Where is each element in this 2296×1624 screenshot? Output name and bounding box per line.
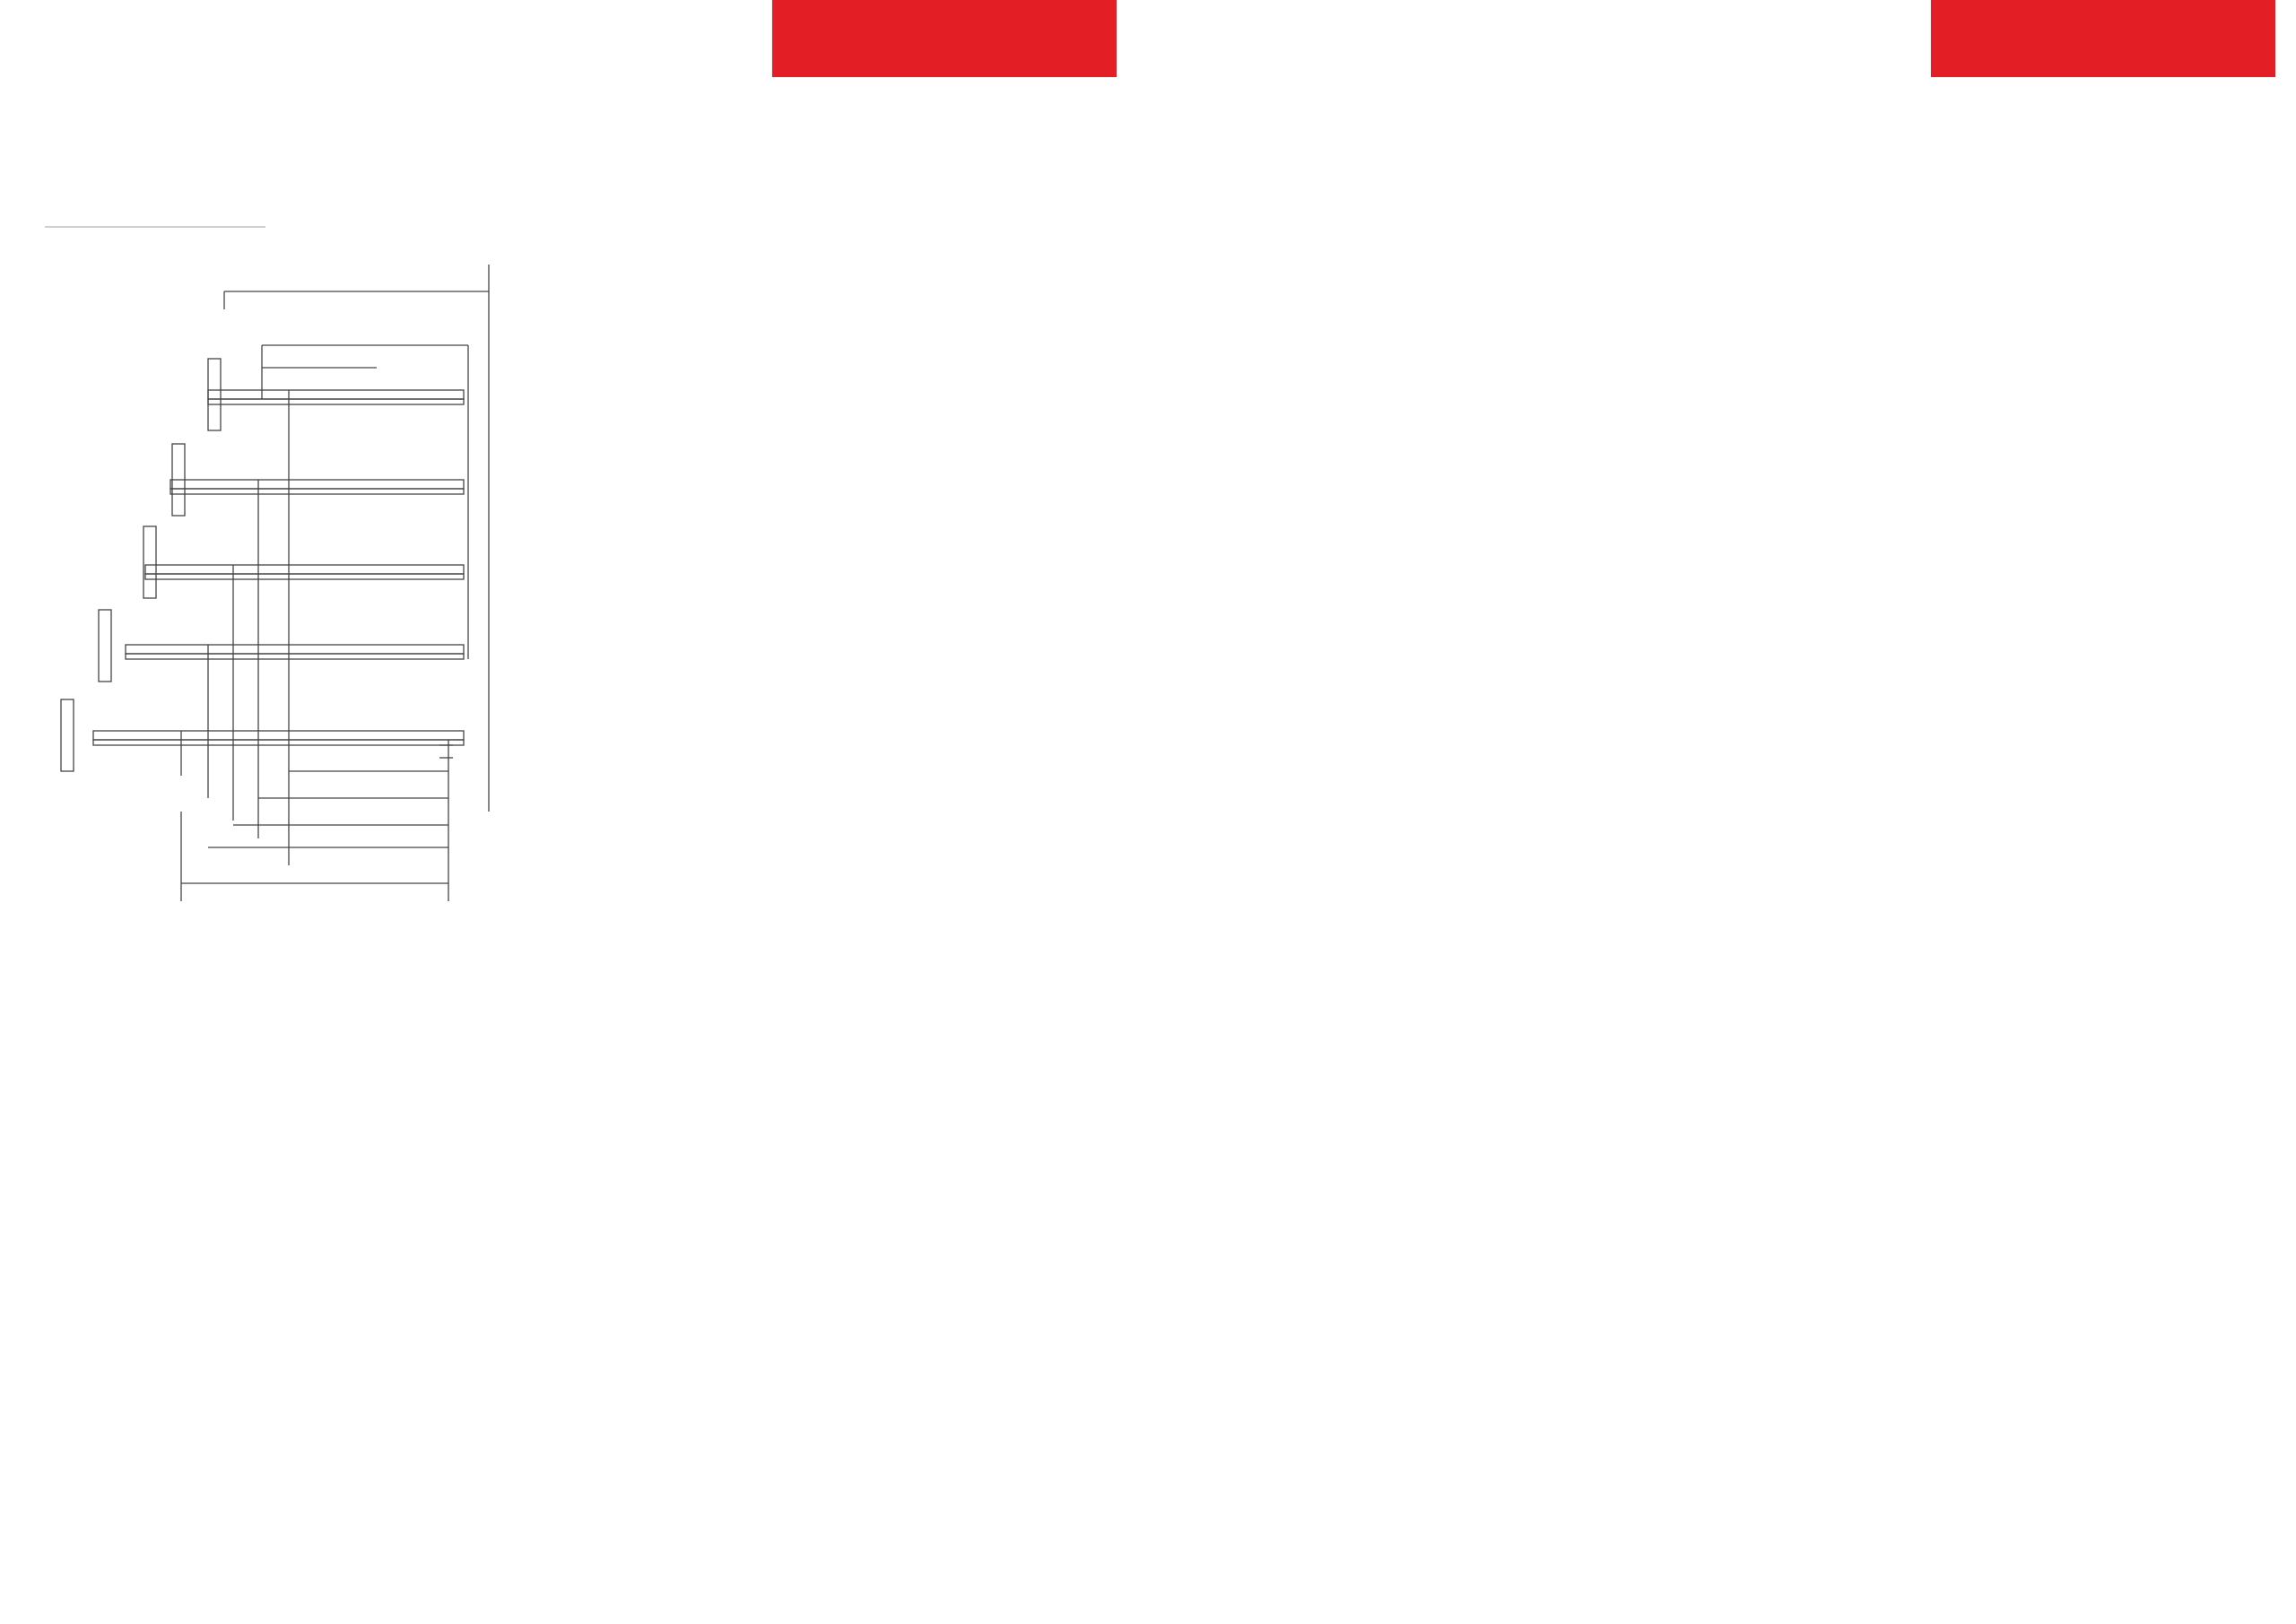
length-drawing bbox=[54, 256, 628, 937]
category-tab-right bbox=[1931, 0, 2275, 77]
category-tab-left bbox=[772, 0, 1117, 77]
divider bbox=[45, 226, 265, 228]
